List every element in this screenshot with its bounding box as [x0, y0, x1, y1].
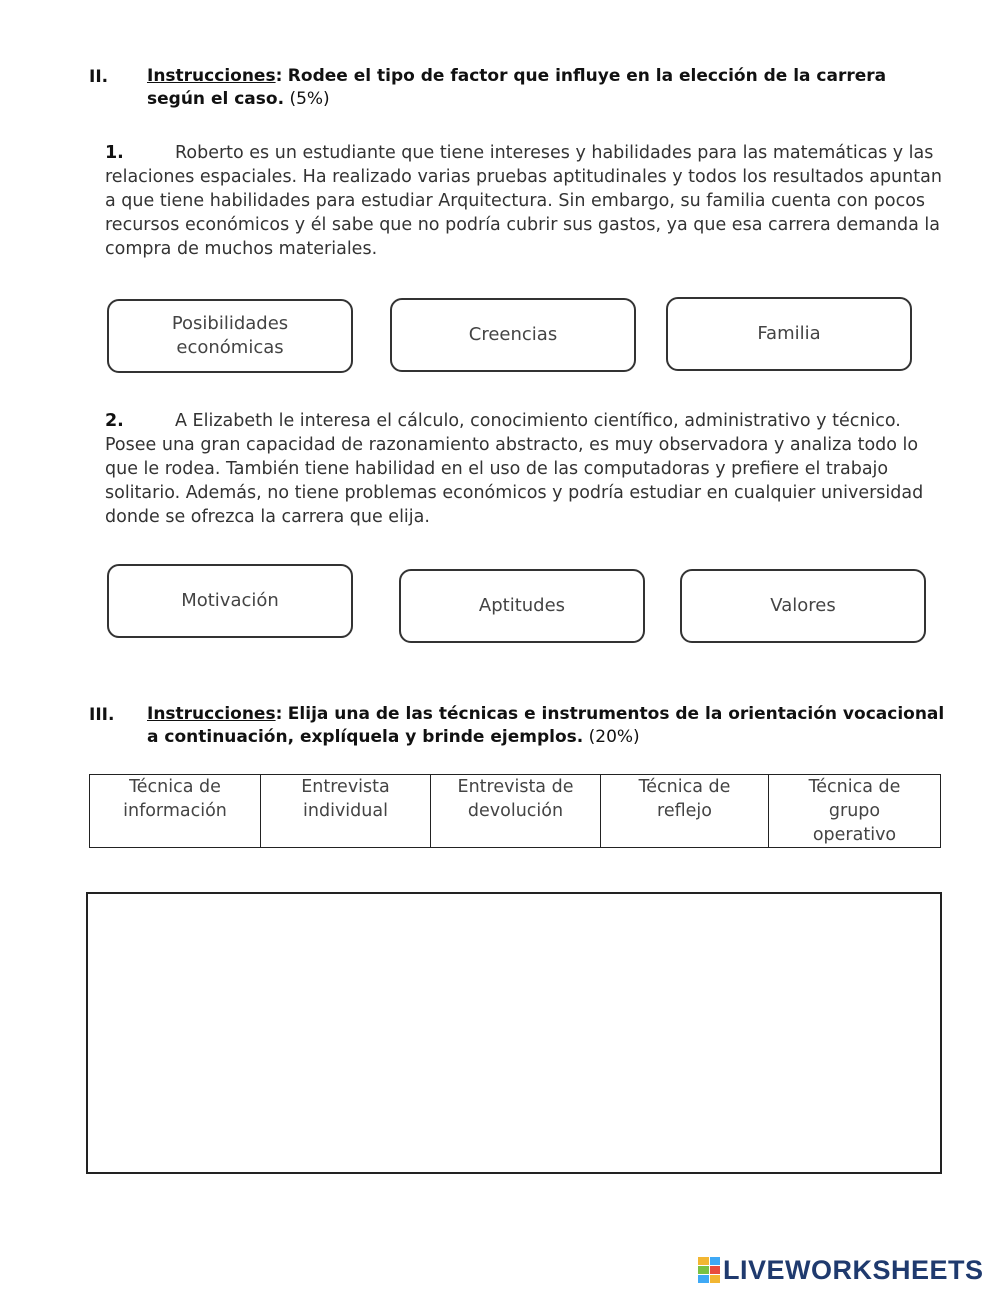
technique-label: Técnica de información [123, 777, 227, 821]
option-valores[interactable] [680, 569, 926, 643]
technique-grupo-operativo[interactable] [769, 775, 941, 848]
section-3-instructions [147, 703, 947, 749]
case-2-text: A Elizabeth le interesa el cálculo, conocimiento científico, administrativo y técnico. Posee una gran capacidad de razonamiento abstracto, es muy observadora y analiza todo lo que le rodea. También tiene habilidad en el uso de las computadoras y prefiere el trabajo solitario. Además, no tiene problemas económicos y podría estudiar en cualquier universidad donde se ofrezca la carrera que elija. [105, 411, 924, 527]
section-3-number: III. [89, 705, 115, 725]
option-label: Valores [770, 595, 836, 616]
technique-label: Técnica de reflejo [638, 777, 731, 821]
technique-label: Entrevista individual [301, 777, 390, 821]
instructions-text: Rodee el tipo de factor que influye en la elección de la carrera según el caso. [147, 66, 887, 109]
table-row [90, 775, 941, 848]
instructions-label: Instrucciones [147, 704, 276, 724]
option-aptitudes[interactable] [399, 569, 645, 643]
technique-entrevista-individual[interactable] [261, 775, 431, 848]
option-motivacion[interactable] [107, 564, 353, 638]
case-1-paragraph [105, 141, 945, 261]
case-2-number: 2. [105, 411, 124, 431]
case-1-number: 1. [105, 143, 124, 163]
section-2-instructions [147, 65, 947, 111]
option-label: Motivación [181, 590, 279, 611]
instructions-percent: (5%) [289, 89, 330, 109]
option-familia[interactable] [666, 297, 912, 371]
option-label: Aptitudes [478, 595, 566, 616]
technique-label: Técnica de grupo operativo [808, 777, 901, 845]
instructions-colon: : [275, 704, 283, 724]
technique-label: Entrevista de devolución [457, 777, 574, 821]
liveworksheets-logo [698, 1255, 984, 1285]
instructions-label: Instrucciones [147, 66, 276, 86]
section-2-number: II. [89, 67, 109, 87]
option-creencias[interactable] [390, 298, 636, 372]
technique-reflejo[interactable] [601, 775, 769, 848]
option-label: Posibilidades económicas [171, 313, 289, 358]
case-2-paragraph [105, 409, 945, 529]
option-label: Familia [757, 323, 821, 344]
technique-informacion[interactable] [90, 775, 261, 848]
case-1-text: Roberto es un estudiante que tiene intereses y habilidades para las matemáticas y las relaciones espaciales. Ha realizado varias pruebas aptitudinales y todos los resultados apuntan a que tiene habilidades para estudiar Arquitectura. Sin embargo, su familia cuenta con pocos recursos económicos y él sabe que no podría cubrir sus gastos, ya que esa carrera demanda la compra de muchos materiales. [105, 143, 942, 259]
liveworksheets-logo-icon [698, 1257, 720, 1283]
option-label: Creencias [468, 324, 558, 345]
instructions-percent: (20%) [588, 727, 640, 747]
instructions-colon: : [275, 66, 283, 86]
logo-text: LIVEWORKSHEETS [723, 1254, 984, 1285]
technique-entrevista-devolucion[interactable] [431, 775, 601, 848]
option-posibilidades-economicas[interactable] [107, 299, 353, 373]
techniques-table [89, 774, 941, 848]
answer-textarea[interactable] [86, 892, 942, 1174]
instructions-text: Elija una de las técnicas e instrumentos de la orientación vocacional a continuación, explíquela y brinde ejemplos. [147, 704, 945, 747]
